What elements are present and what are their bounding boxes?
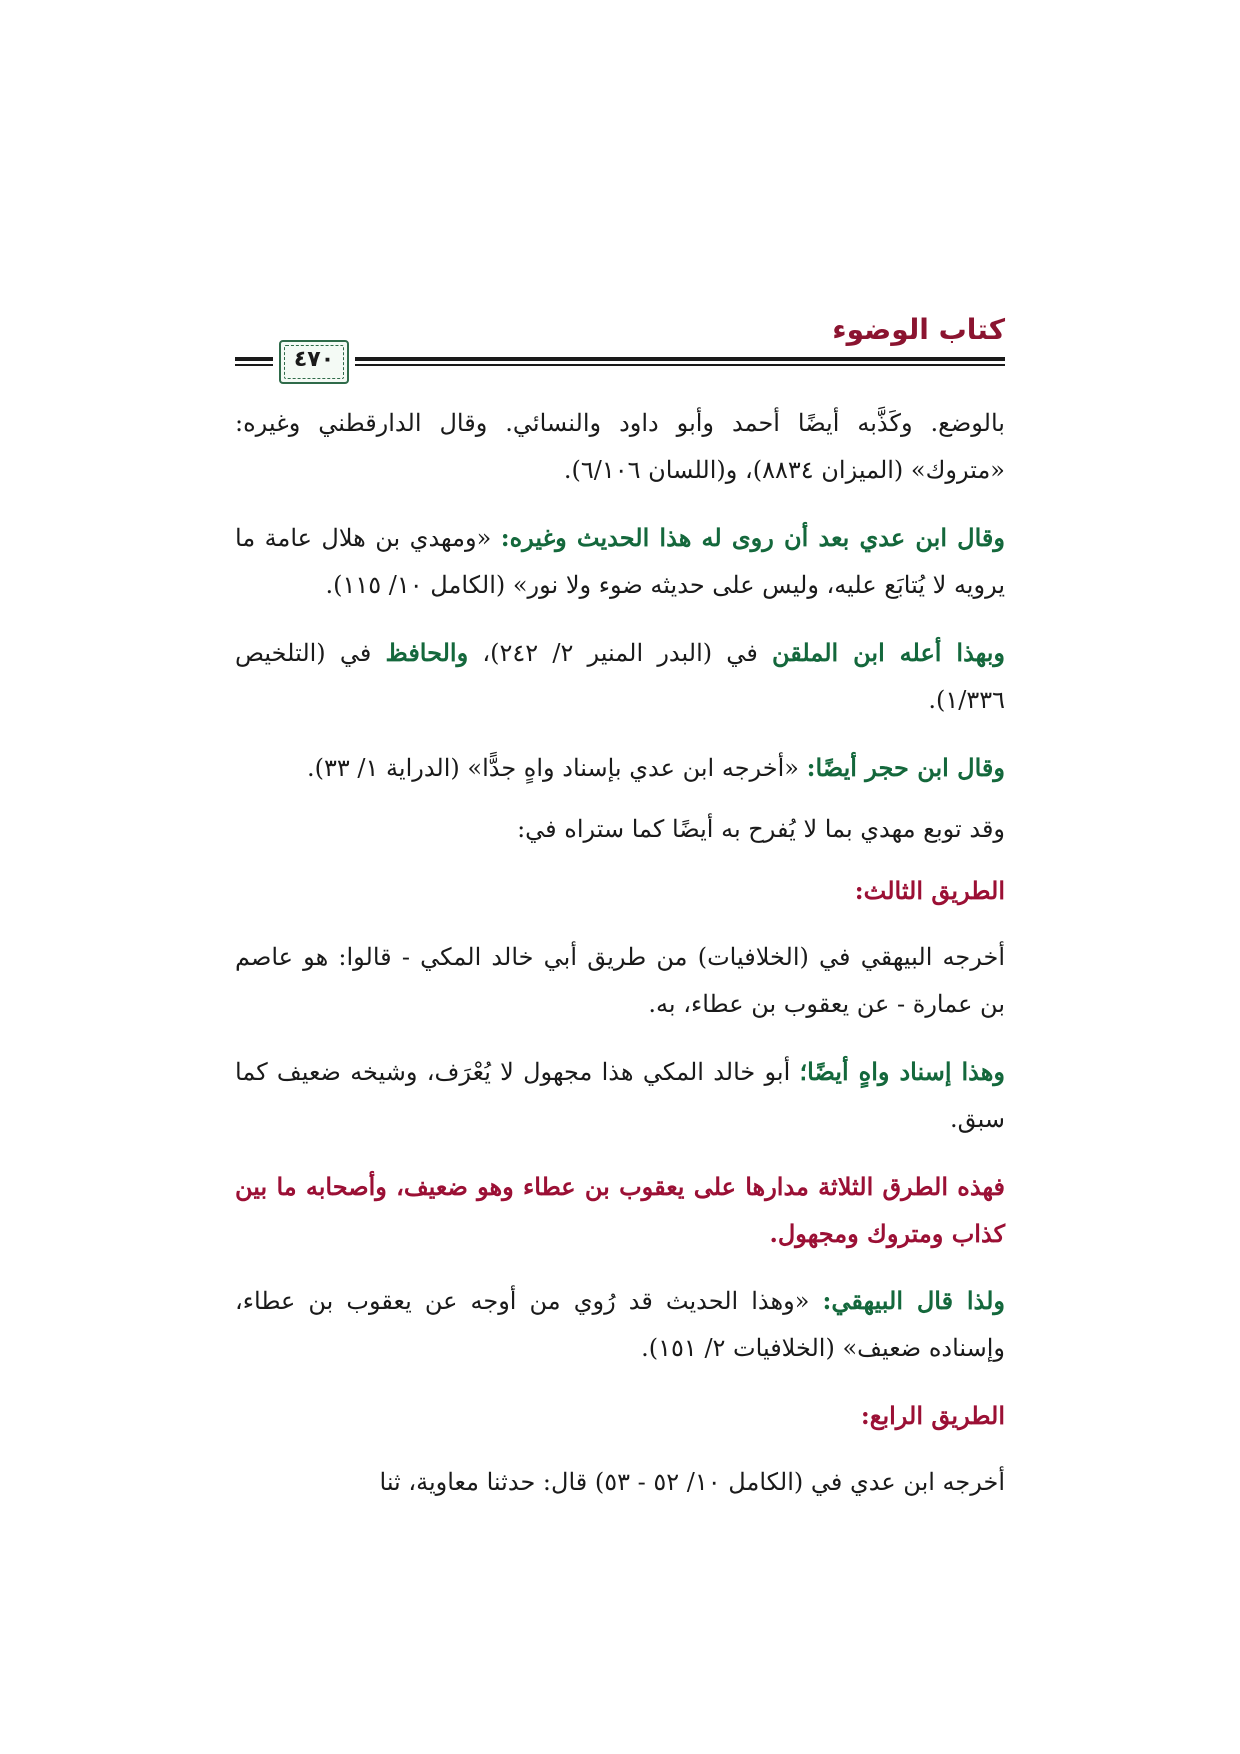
p8-text: فهذه الطرق الثلاثة مدارها على يعقوب بن عطاء وهو ضعيف، وأصحابه ما بين كذاب ومتروك ومجهول. bbox=[235, 1172, 1005, 1248]
page-header bbox=[235, 310, 1005, 388]
page-number-badge bbox=[279, 340, 349, 384]
p3-end: في (التلخيص ١/٣٣٦). bbox=[235, 639, 1005, 714]
p2-body: «ومهدي بن هلال عامة ما يرويه لا يُتابَع عليه، وليس على حديثه ضوء ولا نور» (الكامل ١٠/ ١١٥). bbox=[235, 524, 1005, 599]
paragraph-8-conclusion bbox=[235, 1163, 1005, 1257]
header-rule-right bbox=[355, 357, 1005, 366]
p3-lead-1: وبهذا أعله ابن الملقن bbox=[772, 638, 1006, 667]
paragraph-7 bbox=[235, 1048, 1005, 1143]
header-rule-left bbox=[235, 357, 273, 366]
p4-lead: وقال ابن حجر أيضًا: bbox=[806, 753, 1005, 782]
book-title: كتاب الوضوء bbox=[832, 313, 1005, 346]
p4-body: «أخرجه ابن عدي بإسناد واهٍ جدًّا» (الدراية ١/ ٣٣). bbox=[307, 754, 807, 782]
paragraph-9 bbox=[235, 1277, 1005, 1372]
p2-lead: وقال ابن عدي بعد أن روى له هذا الحديث وغيره: bbox=[500, 523, 1005, 552]
p3-lead-2: والحافظ bbox=[385, 638, 469, 667]
p3-mid: في (البدر المنير ٢/ ٢٤٢)، bbox=[468, 639, 772, 667]
paragraph-6 bbox=[235, 934, 1005, 1028]
paragraph-3 bbox=[235, 629, 1005, 724]
paragraph-4 bbox=[235, 744, 1005, 792]
p6-text: أخرجه البيهقي في (الخلافيات) من طريق أبي خالد المكي - قالوا: هو عاصم بن عمارة - عن يعقوب بن عطاء، به. bbox=[235, 943, 1005, 1018]
p7-lead: وهذا إسناد واهٍ أيضًا؛ bbox=[799, 1057, 1005, 1086]
heading-fourth-route: الطريق الرابع: bbox=[860, 1401, 1005, 1430]
p1-text: بالوضع. وكَذَّبه أيضًا أحمد وأبو داود والنسائي. وقال الدارقطني وغيره: «متروك» (الميزان ٨٨٣٤)، و(اللسان ٦/١٠٦). bbox=[235, 409, 1005, 484]
paragraph-2 bbox=[235, 514, 1005, 609]
p9-body: «وهذا الحديث قد رُوي من أوجه عن يعقوب بن عطاء، وإسناده ضعيف» (الخلافيات ٢/ ١٥١). bbox=[235, 1287, 1005, 1362]
heading-third-route: الطريق الثالث: bbox=[854, 876, 1005, 905]
paragraph-5 bbox=[235, 806, 1005, 853]
p9-lead: ولذا قال البيهقي: bbox=[822, 1286, 1005, 1315]
paragraph-10 bbox=[235, 1459, 1005, 1506]
paragraph-1 bbox=[235, 400, 1005, 494]
page-number: ٤٧٠ bbox=[293, 347, 335, 372]
p5-text: وقد توبع مهدي بما لا يُفرح به أيضًا كما ستراه في: bbox=[517, 815, 1005, 843]
page-body bbox=[235, 400, 1005, 1526]
p10-text: أخرجه ابن عدي في (الكامل ١٠/ ٥٢ - ٥٣) قال: حدثنا معاوية، ثنا bbox=[379, 1468, 1005, 1496]
p7-body: أبو خالد المكي هذا مجهول لا يُعْرَف، وشيخه ضعيف كما سبق. bbox=[235, 1058, 1005, 1133]
